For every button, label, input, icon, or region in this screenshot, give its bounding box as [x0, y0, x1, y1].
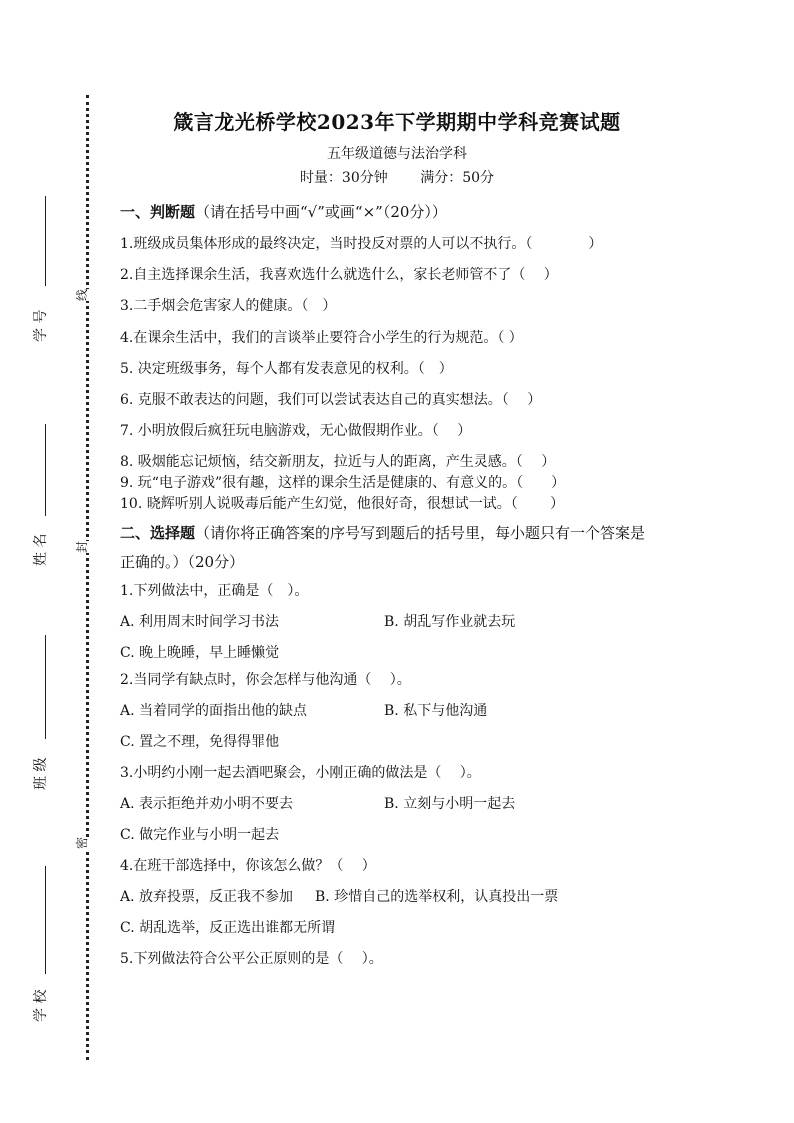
- choice-q2-option-a: A. 当着同学的面指出他的缺点: [120, 703, 308, 719]
- choice-q1-option-b: B. 胡乱写作业就去玩: [384, 614, 516, 630]
- school-label: 学 校: [33, 989, 49, 1022]
- judge-item-2: 2.自主选择课余生活，我喜欢选什么就选什么，家长老师管不了（ ）: [120, 267, 558, 283]
- choice-q1-stem: 1.下列做法中，正确是（ ）。: [120, 583, 309, 599]
- binding-dotted-line: [86, 95, 89, 1060]
- choice-q3-option-b: B. 立刻与小明一起去: [384, 796, 516, 812]
- choice-q2-option-c: C. 置之不理，免得得罪他: [120, 734, 280, 750]
- judge-item-5: 5. 决定班级事务，每个人都有发表意见的权利。（ ）: [120, 361, 453, 377]
- choice-q1-option-c: C. 晚上晚睡，早上睡懒觉: [120, 645, 280, 661]
- choice-q4-option-c: C. 胡乱选举，反正选出谁都无所谓: [120, 920, 336, 936]
- judge-item-10: 10. 晓辉听别人说吸毒后能产生幻觉，他很好奇，很想试一试。（ ）: [120, 496, 565, 512]
- name-blank[interactable]: [45, 424, 46, 516]
- choice-q4-options-ab: [120, 886, 558, 906]
- exam-time-score: [0, 167, 794, 187]
- judge-item-7: 7. 小明放假后疯狂玩电脑游戏，无心做假期作业。（ ）: [120, 423, 472, 439]
- choice-q4-stem: 4.在班干部选择中，你该怎么做？（ ）: [120, 858, 376, 874]
- section-2-instruction: （请你将正确答案的序号写到题后的括号里，每小题只有一个答案是: [195, 524, 646, 542]
- judge-item-8: 8. 吸烟能忘记烦恼，结交新朋友，拉近与人的距离，产生灵感。（ ）: [120, 454, 556, 470]
- exam-time: 时量：30分钟: [299, 170, 388, 186]
- choice-q3-stem: 3.小明约小刚一起去酒吧聚会，小刚正确的做法是（ ）。: [120, 765, 481, 781]
- name-label: 姓 名: [33, 533, 49, 566]
- choice-q1-option-a: A. 利用周末时间学习书法: [120, 614, 280, 630]
- section-2-heading: [120, 522, 645, 543]
- student-id-label: 学 号: [33, 309, 49, 342]
- choice-q5-stem: 5.下列做法符合公平公正原则的是（ ）。: [120, 951, 383, 967]
- judge-item-4: 4.在课余生活中，我们的言谈举止要符合小学生的行为规范。（ ）: [120, 330, 523, 346]
- section-1-title: 一、判断题: [120, 203, 196, 221]
- class-blank[interactable]: [45, 635, 46, 739]
- judge-item-1: 1.班级成员集体形成的最终决定，当时投反对票的人可以不执行。（ ）: [120, 236, 603, 252]
- section-1-instruction: （请在括号中画“√”或画“×”（20分））: [195, 203, 447, 221]
- exam-subtitle: 五年级道德与法治学科: [327, 146, 467, 162]
- cut-mark-seal: 封: [75, 540, 90, 554]
- section-2-instruction-cont: 正确的。）（20分）: [120, 553, 245, 571]
- exam-score: 满分：50分: [420, 170, 495, 186]
- section-1-heading: [120, 201, 447, 222]
- judge-item-6: 6. 克服不敢表达的问题，我们可以尝试表达自己的真实想法。（ ）: [120, 392, 542, 408]
- section-2-title: 二、选择题: [120, 524, 196, 542]
- cut-mark-secret: 密: [75, 836, 90, 850]
- exam-title: 箴言龙光桥学校2023年下学期期中学科竞赛试题: [173, 110, 621, 134]
- choice-q3-option-a: A. 表示拒绝并劝小明不要去: [120, 796, 294, 812]
- choice-q4-option-a: A. 放弃投票，反正我不参加: [120, 889, 294, 905]
- choice-q2-option-b: B. 私下与他沟通: [384, 703, 488, 719]
- class-label: 班 级: [33, 757, 49, 790]
- student-id-blank[interactable]: [45, 196, 46, 286]
- school-blank[interactable]: [45, 866, 46, 974]
- cut-mark-line: 线: [75, 288, 90, 302]
- judge-item-9: 9. 玩“电子游戏”很有趣，这样的课余生活是健康的、有意义的。（ ）: [120, 475, 566, 491]
- choice-q4-option-b: B. 珍惜自己的选举权利，认真投出一票: [315, 889, 559, 905]
- choice-q3-option-c: C. 做完作业与小明一起去: [120, 827, 280, 843]
- choice-q2-stem: 2.当同学有缺点时，你会怎样与他沟通（ ）。: [120, 672, 411, 688]
- judge-item-3: 3.二手烟会危害家人的健康。（ ）: [120, 298, 337, 314]
